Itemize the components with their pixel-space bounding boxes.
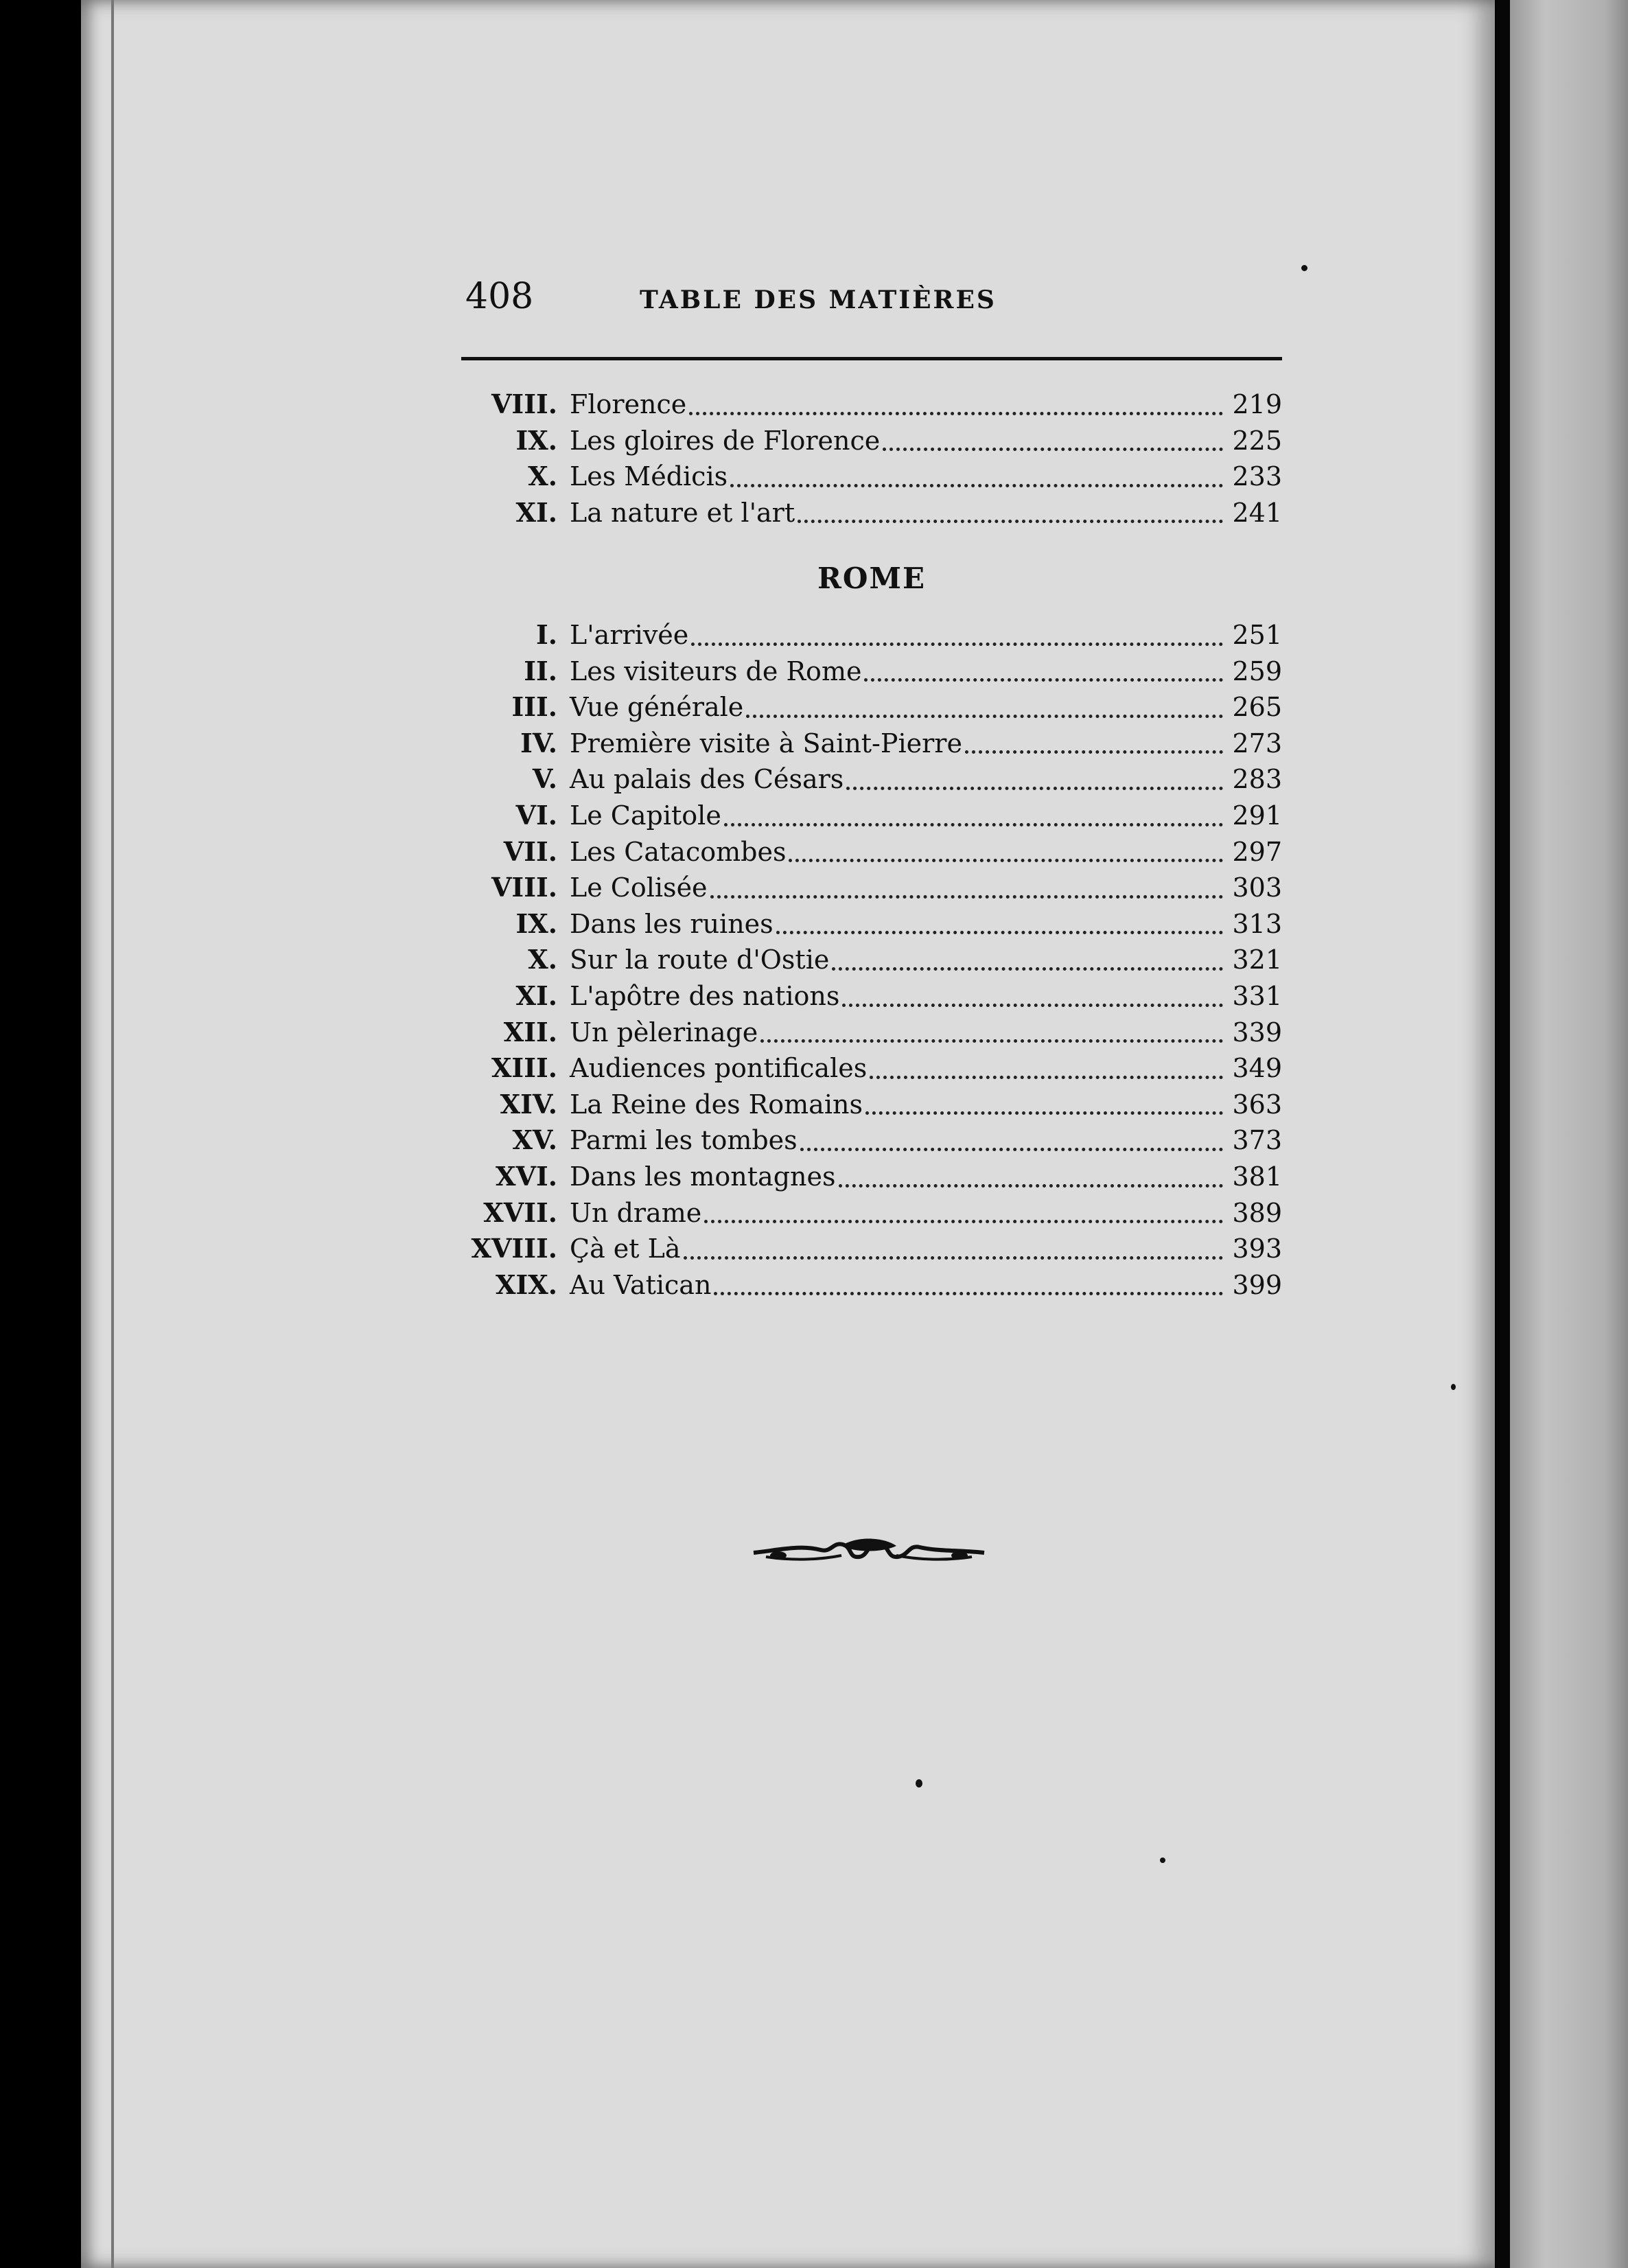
- toc-entry: [461, 1197, 1282, 1234]
- chapter-title: Les Médicis: [570, 461, 728, 492]
- chapter-title: Les Catacombes: [570, 836, 787, 867]
- toc-entry: [461, 836, 1282, 872]
- chapter-number: XVIII.: [471, 1233, 557, 1264]
- page-reference: 373: [1232, 1125, 1282, 1156]
- page-reference: 389: [1232, 1197, 1282, 1228]
- page-number: 408: [465, 276, 534, 317]
- chapter-title: Le Capitole: [570, 800, 721, 831]
- chapter-title: Audiences pontificales: [570, 1053, 868, 1084]
- toc-florence-list: [461, 389, 1282, 533]
- toc-entry: [461, 497, 1282, 533]
- toc-entry: [461, 619, 1282, 656]
- chapter-title: Un pèlerinage: [570, 1017, 758, 1048]
- chapter-number: VIII.: [491, 872, 557, 903]
- page-reference: 251: [1232, 620, 1282, 650]
- dot-leader: [965, 750, 1223, 754]
- chapter-title: La nature et l'art: [570, 497, 795, 528]
- scan-right-edge: [1496, 0, 1510, 2268]
- chapter-number: I.: [535, 619, 557, 650]
- page-reference: 381: [1232, 1161, 1282, 1192]
- toc-entry: [461, 1052, 1282, 1089]
- dot-leader: [714, 1292, 1223, 1295]
- chapter-title: Les gloires de Florence: [570, 425, 881, 456]
- chapter-number: XIV.: [500, 1088, 557, 1120]
- chapter-number: X.: [528, 944, 557, 975]
- chapter-title: Dans les ruines: [570, 908, 774, 939]
- chapter-number: VIII.: [491, 389, 557, 419]
- page-reference: 313: [1232, 908, 1282, 939]
- chapter-title: Vue générale: [570, 692, 744, 723]
- page-reference: 291: [1232, 800, 1282, 831]
- dot-leader: [839, 1184, 1224, 1188]
- toc-entry: [461, 461, 1282, 497]
- dot-leader: [684, 1256, 1223, 1260]
- toc-entry: [461, 1017, 1282, 1053]
- toc-entry: [461, 800, 1282, 836]
- chapter-title: L'apôtre des nations: [570, 980, 840, 1011]
- chapter-title: La Reine des Romains: [570, 1089, 863, 1120]
- chapter-number: XII.: [503, 1016, 557, 1048]
- dot-leader: [846, 787, 1223, 790]
- chapter-title: L'arrivée: [570, 620, 689, 650]
- dot-leader: [730, 484, 1223, 487]
- dot-leader: [842, 1004, 1223, 1007]
- page-reference: 273: [1232, 728, 1282, 759]
- toc-entry: [461, 425, 1282, 461]
- toc-entry: [461, 1269, 1282, 1306]
- dot-leader: [800, 1148, 1223, 1151]
- toc-entry: [461, 1233, 1282, 1269]
- chapter-number: XV.: [512, 1124, 557, 1156]
- page-reference: 399: [1232, 1269, 1282, 1300]
- chapter-title: Florence: [570, 389, 687, 419]
- paper-speck: [1160, 1858, 1165, 1863]
- dot-leader: [832, 967, 1223, 971]
- dot-leader: [710, 895, 1223, 899]
- chapter-number: XVI.: [496, 1160, 557, 1192]
- section-heading-rome: ROME: [817, 562, 926, 595]
- dot-leader: [798, 520, 1223, 523]
- chapter-number: XI.: [515, 980, 557, 1011]
- dot-leader: [689, 412, 1223, 415]
- chapter-number: V.: [532, 763, 557, 795]
- chapter-number: VII.: [503, 835, 557, 867]
- page-reference: 265: [1232, 692, 1282, 723]
- chapter-number: XIII.: [491, 1052, 557, 1084]
- page-reference: 259: [1232, 656, 1282, 686]
- toc-entry: [461, 1089, 1282, 1125]
- scan-right-strip: [1510, 0, 1628, 2268]
- toc-entry: [461, 728, 1282, 764]
- header-rule: [461, 357, 1282, 360]
- page-reference: 297: [1232, 836, 1282, 867]
- dot-leader: [789, 859, 1223, 862]
- ornament-icon: [752, 1529, 986, 1571]
- chapter-number: X.: [528, 461, 557, 492]
- page-reference: 321: [1232, 945, 1282, 975]
- chapter-number: VI.: [515, 799, 557, 831]
- page-reference: 339: [1232, 1017, 1282, 1048]
- chapter-number: XVII.: [483, 1196, 557, 1228]
- page-reference: 393: [1232, 1234, 1282, 1264]
- page-header: [461, 269, 1282, 324]
- paper-speck: [1451, 1384, 1456, 1390]
- chapter-title: Çà et Là: [570, 1234, 681, 1264]
- dot-leader: [864, 678, 1223, 682]
- chapter-number: IX.: [515, 907, 557, 939]
- toc-entry: [461, 908, 1282, 945]
- chapter-title: Première visite à Saint-Pierre: [570, 728, 962, 759]
- toc-entry: [461, 980, 1282, 1017]
- chapter-number: IV.: [520, 727, 557, 759]
- page-reference: 331: [1232, 980, 1282, 1011]
- chapter-number: III.: [511, 691, 557, 723]
- toc-entry: [461, 1124, 1282, 1161]
- page-reference: 363: [1232, 1089, 1282, 1120]
- page-reference: 225: [1232, 425, 1282, 456]
- dot-leader: [760, 1039, 1223, 1043]
- toc-rome-list: [461, 619, 1282, 1305]
- chapter-title: Parmi les tombes: [570, 1125, 798, 1156]
- toc-entry: [461, 1161, 1282, 1197]
- chapter-title: Le Colisée: [570, 872, 708, 903]
- dot-leader: [865, 1111, 1223, 1115]
- running-title: TABLE DES MATIÈRES: [640, 286, 997, 314]
- page-reference: 349: [1232, 1053, 1282, 1084]
- dot-leader: [746, 715, 1223, 718]
- page-reference: 283: [1232, 764, 1282, 795]
- chapter-title: Dans les montagnes: [570, 1161, 836, 1192]
- dot-leader: [883, 448, 1223, 451]
- chapter-title: Les visiteurs de Rome: [570, 656, 862, 686]
- dot-leader: [691, 643, 1223, 646]
- page-reference: 219: [1232, 389, 1282, 419]
- chapter-title: Au palais des Césars: [570, 764, 844, 795]
- page-reference: 241: [1232, 497, 1282, 528]
- toc-entry: [461, 656, 1282, 692]
- chapter-title: Sur la route d'Ostie: [570, 945, 830, 975]
- toc-entry: [461, 389, 1282, 425]
- chapter-number: XIX.: [496, 1269, 557, 1300]
- toc-entry: [461, 944, 1282, 980]
- chapter-title: Au Vatican: [570, 1269, 712, 1300]
- toc-entry: [461, 763, 1282, 800]
- chapter-number: XI.: [515, 496, 557, 528]
- dot-leader: [776, 931, 1223, 934]
- chapter-number: IX.: [515, 424, 557, 456]
- paper-speck: [1301, 265, 1307, 271]
- toc-entry: [461, 691, 1282, 728]
- dot-leader: [724, 823, 1223, 826]
- paper-speck: [916, 1779, 922, 1787]
- dot-leader: [704, 1220, 1223, 1223]
- page-reference: 233: [1232, 461, 1282, 492]
- chapter-number: II.: [524, 655, 557, 686]
- toc-entry: [461, 872, 1282, 908]
- chapter-title: Un drame: [570, 1197, 702, 1228]
- scan-left-rule: [111, 0, 114, 2268]
- dot-leader: [870, 1076, 1223, 1079]
- page-reference: 303: [1232, 872, 1282, 903]
